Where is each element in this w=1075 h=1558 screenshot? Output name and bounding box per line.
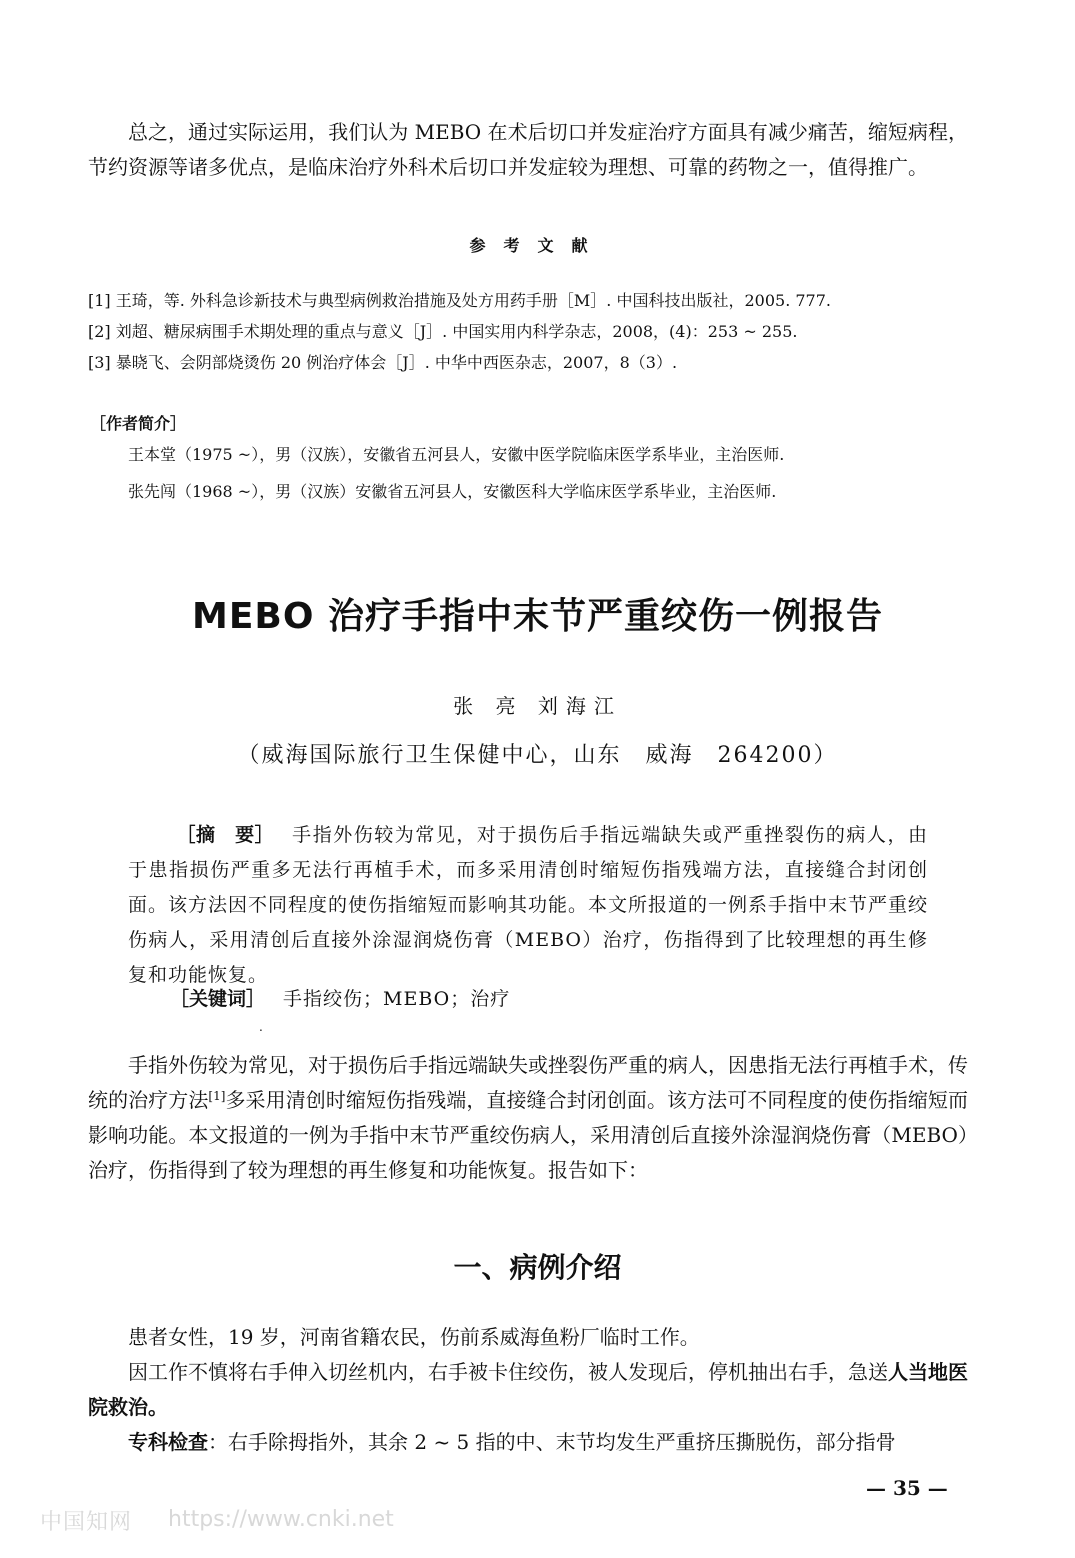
article-affiliation: （威海国际旅行卫生保健中心，山东 威海 264200） bbox=[237, 743, 838, 768]
case-paragraph: 专科检查：右手除拇指外，其余 2 ~ 5 指的中、末节均发生严重挤压撕脱伤，部分指骨 bbox=[128, 1430, 896, 1454]
author-intro-heading: ［作者简介］ bbox=[90, 414, 187, 433]
section-heading: 一、病例介绍 bbox=[453, 1251, 622, 1284]
article-authors: 张 亮 刘海江 bbox=[453, 694, 622, 718]
exam-label: 专科检查 bbox=[128, 1430, 208, 1454]
case-paragraph: 患者女性，19 岁，河南省籍农民，伤前系威海鱼粉厂临时工作。 bbox=[128, 1325, 700, 1349]
author-bio: 张先闯（1968 ~），男（汉族）安徽省五河县人，安徽医科大学临床医学系毕业，主治医师. bbox=[128, 482, 777, 501]
abstract-label: ［摘 要］ bbox=[176, 824, 275, 846]
keywords-label: ［关键词］ bbox=[170, 988, 266, 1010]
references-title: 参考文献 bbox=[469, 236, 606, 255]
keywords-text: 手指绞伤；MEBO；治疗 bbox=[283, 988, 511, 1010]
case-paragraph: 因工作不慎将右手伸入切丝机内，右手被卡住绞伤，被人发现后，停机抽出右手，急送人当地医院救治。 bbox=[88, 1360, 968, 1419]
conclusion-paragraph: 总之，通过实际运用，我们认为 MEBO 在术后切口并发症治疗方面具有减少痛苦，缩短病程，节约资源等诸多优点，是临床治疗外科术后切口并发症较为理想、可靠的药物之一，值得推广。 bbox=[88, 120, 968, 179]
intro-paragraph: 手指外伤较为常见，对于损伤后手指远端缺失或挫裂伤严重的病人，因患指无法行再植手术，传统的治疗方法[1]多采用清创时缩短伤指残端，直接缝合封闭创面。该方法可不同程度的使伤指缩短而影响功能。本文报道的一例为手指中末节严重绞伤病人，采用清创后直接外涂湿润烧伤膏（MEBO）治疗，伤指得到了较为理想的再生修复和功能恢复。报告如下： bbox=[88, 1053, 969, 1182]
reference-item: [3] 暴晓飞、会阴部烧烫伤 20 例治疗体会［J］. 中华中西医杂志，2007，8（3）. bbox=[88, 353, 678, 372]
author-bio: 王本堂（1975 ~），男（汉族），安徽省五河县人，安徽中医学院临床医学系毕业，主治医师. bbox=[128, 445, 785, 464]
watermark-logo: 中国知网 bbox=[40, 1510, 133, 1535]
citation-marker: [1] bbox=[208, 1089, 226, 1103]
abstract-text: 手指外伤较为常见，对于损伤后手指远端缺失或严重挫裂伤的病人，由于患指损伤严重多无法行再植手术，而多采用清创时缩短伤指残端方法，直接缝合封闭创面。该方法因不同程度的使伤指缩短而影响其功能。本文所报道的一例系手指中末节严重绞伤病人，采用清创后直接外涂湿润烧伤膏（MEBO）治疗，伤指得到了比较理想的再生修复和功能恢复。 bbox=[128, 824, 929, 986]
reference-item: [2] 刘超、糖尿病围手术期处理的重点与意义［J］. 中国实用内科学杂志，2008，(4)：253 ~ 255. bbox=[88, 322, 798, 341]
abstract bbox=[128, 818, 928, 993]
reference-list bbox=[88, 285, 988, 378]
watermark-url: https://www.cnki.net bbox=[168, 1507, 394, 1532]
page-number: — 35 — bbox=[866, 1476, 948, 1500]
keywords bbox=[170, 984, 510, 1011]
article-title: MEBO 治疗手指中末节严重绞伤一例报告 bbox=[192, 596, 883, 637]
stray-dot: . bbox=[259, 1020, 263, 1034]
reference-item: [1] 王琦，等. 外科急诊新技术与典型病例救治措施及处方用药手册［M］. 中国科技出版社，2005. 777. bbox=[88, 291, 831, 310]
